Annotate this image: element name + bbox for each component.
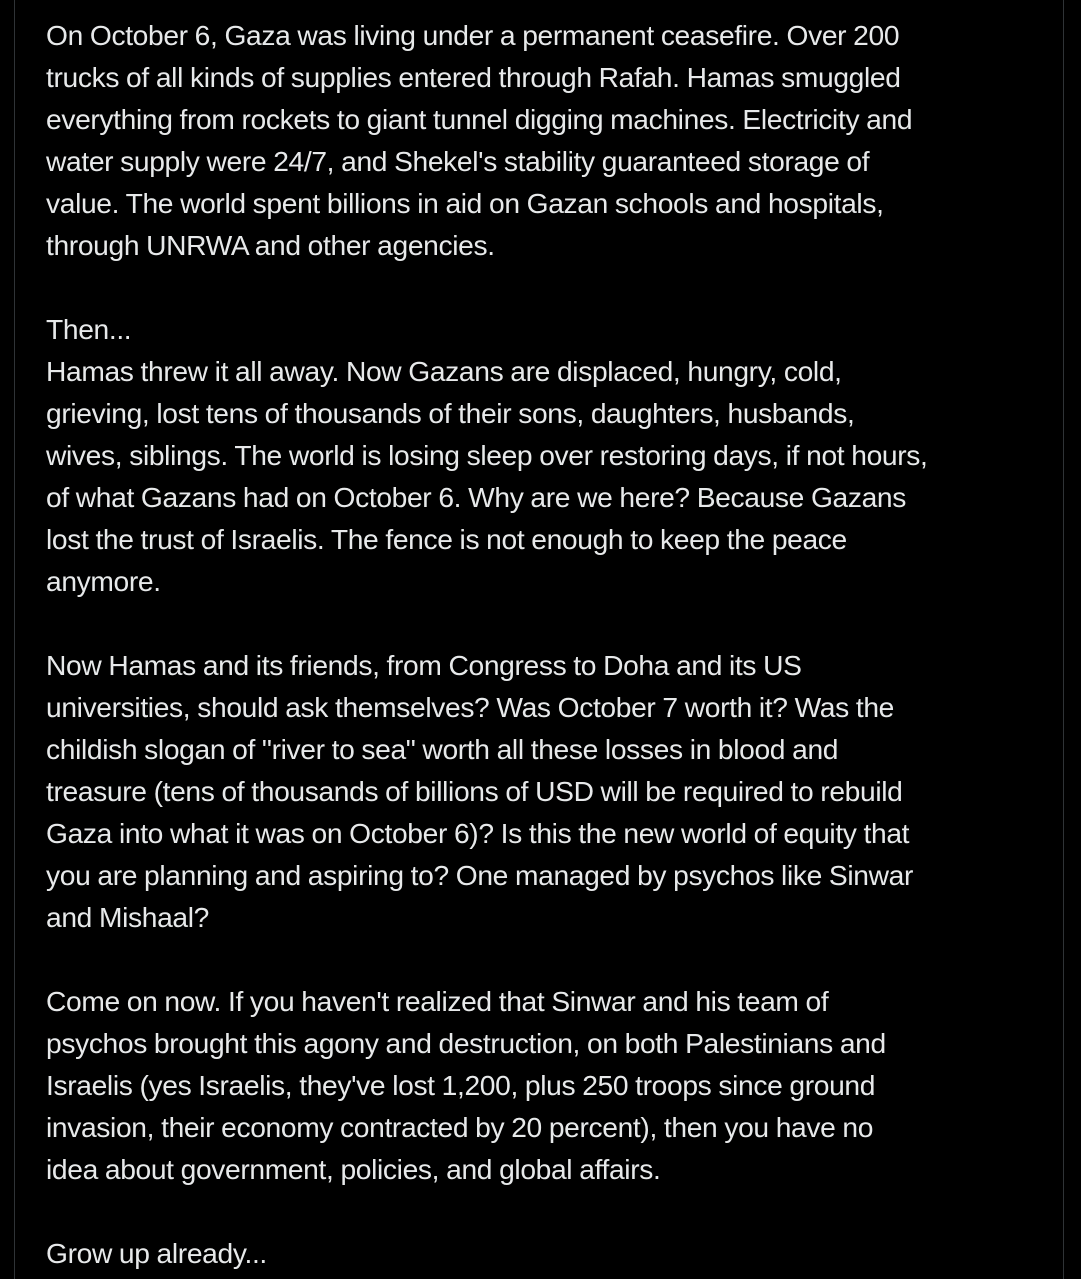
post-text-line: psychos brought this agony and destruction, on both Palestinians and: [46, 1027, 886, 1059]
post-text-line: Come on now. If you haven't realized that Sinwar and his team of: [46, 985, 829, 1017]
post-text-line: through UNRWA and other agencies.: [46, 229, 495, 261]
post-body-text: [46, 14, 1046, 1274]
post-text-line: and Mishaal?: [46, 901, 209, 933]
post-text-line: value. The world spent billions in aid on Gazan schools and hospitals,: [46, 187, 884, 219]
post-text-line: you are planning and aspiring to? One managed by psychos like Sinwar: [46, 859, 913, 891]
post-paragraph-1: [46, 14, 1046, 266]
post-text-line: trucks of all kinds of supplies entered through Rafah. Hamas smuggled: [46, 61, 901, 93]
post-text-line: On October 6, Gaza was living under a permanent ceasefire. Over 200: [46, 19, 900, 51]
post-paragraph-3: [46, 644, 1046, 938]
post-paragraph-2: [46, 308, 1046, 602]
post-text-line: wives, siblings. The world is losing sleep over restoring days, if not hours,: [46, 439, 928, 471]
post-paragraph-4: [46, 980, 1046, 1190]
post-text-line: invasion, their economy contracted by 20 percent), then you have no: [46, 1111, 874, 1143]
post-text-line: Then...: [46, 313, 132, 345]
post-text-line: Now Hamas and its friends, from Congress to Doha and its US: [46, 649, 802, 681]
post-container: [14, 0, 1064, 1279]
post-text-line: grieving, lost tens of thousands of their sons, daughters, husbands,: [46, 397, 855, 429]
post-text-line: treasure (tens of thousands of billions of USD will be required to rebuild: [46, 775, 903, 807]
post-text-line: universities, should ask themselves? Was October 7 worth it? Was the: [46, 691, 894, 723]
post-text-line: lost the trust of Israelis. The fence is not enough to keep the peace: [46, 523, 847, 555]
post-paragraph-5: [46, 1232, 1046, 1274]
post-text-line: everything from rockets to giant tunnel digging machines. Electricity and: [46, 103, 913, 135]
post-text-line: Gaza into what it was on October 6)? Is this the new world of equity that: [46, 817, 910, 849]
post-text-line: Grow up already...: [46, 1237, 267, 1269]
post-text-line: Israelis (yes Israelis, they've lost 1,200, plus 250 troops since ground: [46, 1069, 876, 1101]
post-text-line: of what Gazans had on October 6. Why are we here? Because Gazans: [46, 481, 907, 513]
post-text-line: idea about government, policies, and global affairs.: [46, 1153, 661, 1185]
post-text-line: Hamas threw it all away. Now Gazans are displaced, hungry, cold,: [46, 355, 842, 387]
post-text-line: childish slogan of "river to sea" worth all these losses in blood and: [46, 733, 839, 765]
post-text-line: anymore.: [46, 565, 161, 597]
post-text-line: water supply were 24/7, and Shekel's stability guaranteed storage of: [46, 145, 870, 177]
